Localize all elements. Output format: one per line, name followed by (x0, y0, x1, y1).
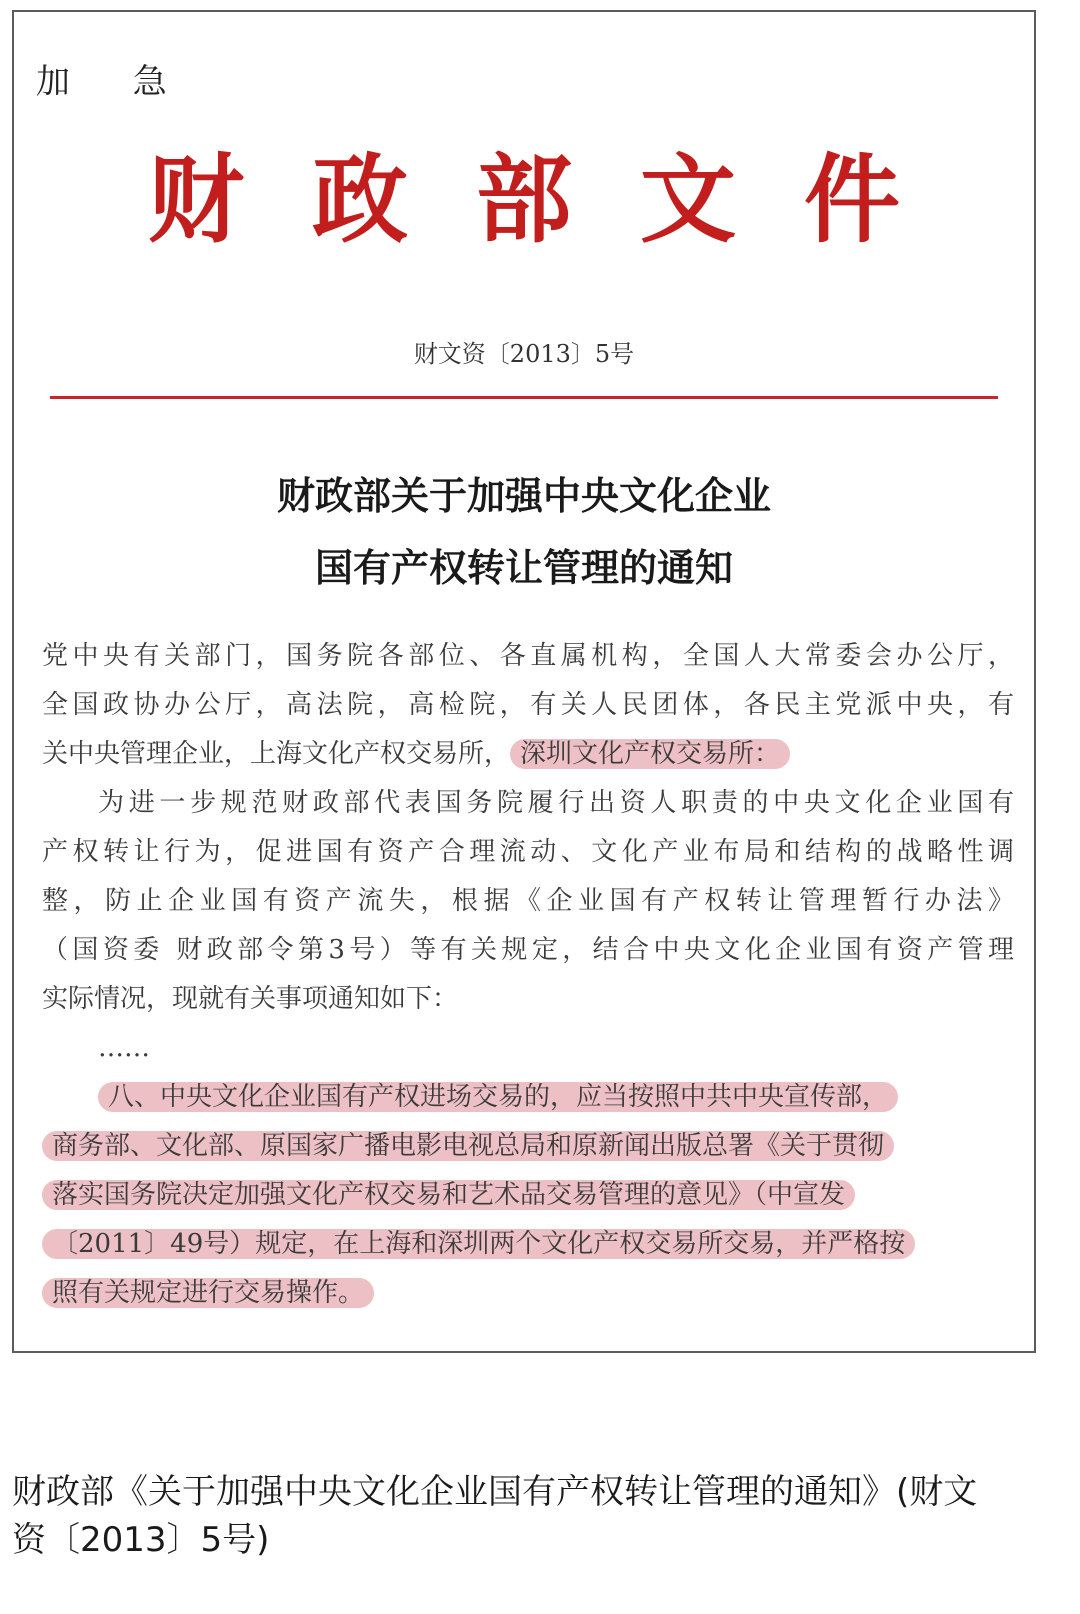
document-number: 财文资〔2013〕5号 (413, 340, 635, 368)
item8-line-4 (42, 1220, 1014, 1269)
recipients-line-1: 党中央有关部门，国务院各部位、各直属机构，全国人大常委会办公厅， (42, 641, 1014, 671)
title-line-1: 财政部关于加强中央文化企业 (276, 473, 771, 518)
intro-line-5: 实际情况，现就有关事项通知如下： (42, 984, 459, 1014)
item8-line-5 (42, 1269, 1014, 1318)
image-caption (12, 1468, 1072, 1564)
item8-line-1 (42, 1073, 1014, 1122)
intro-line-1: 为进一步规范财政部代表国务院履行出资人职责的中央文化企业国有 (98, 788, 1014, 818)
ellipsis: …… (98, 1033, 150, 1063)
recipients-line-2: 全国政协办公厅，高法院，高检院，有关人民团体，各民主党派中央，有 (42, 690, 1014, 720)
intro-line-3: 整，防止企业国有资产流失，根据《企业国有产权转让管理暂行办法》 (42, 886, 1014, 916)
highlighted-recipient: 深圳文化产权交易所： (510, 739, 790, 769)
recipients-line-3-text: 关中央管理企业，上海文化产权交易所， (42, 739, 511, 769)
caption-line-2: 资〔2013〕5号) (12, 1520, 270, 1560)
highlighted-text: 落实国务院决定加强文化产权交易和艺术品交易管理的意见》（中宣发 (42, 1180, 855, 1210)
title-line-2: 国有产权转让管理的通知 (314, 545, 733, 590)
recipients-line-3 (42, 730, 1014, 779)
intro-line-2: 产权转让行为，促进国有资产合理流动、文化产业布局和结构的战略性调 (42, 837, 1014, 867)
highlighted-text: 〔2011〕49号）规定，在上海和深圳两个文化产权交易所交易，并严格按 (42, 1229, 915, 1259)
highlighted-text: 商务部、文化部、原国家广播电影电视总局和原新闻出版总署《关于贯彻 (42, 1131, 894, 1161)
red-divider (50, 396, 998, 399)
urgency-mark: 加 急 (36, 62, 193, 102)
caption-line-1: 财政部《关于加强中央文化企业国有产权转让管理的通知》(财文 (12, 1472, 978, 1512)
document-title (14, 460, 1034, 604)
intro-line-4: （国资委 财政部令第3号）等有关规定，结合中央文化企业国有资产管理 (42, 935, 1014, 965)
item8-line-2 (42, 1122, 1014, 1171)
document-body (42, 632, 1014, 1318)
item8-line-3 (42, 1171, 1014, 1220)
highlighted-text: 照有关规定进行交易操作。 (42, 1278, 374, 1308)
document-header: 财政部文件 (148, 143, 968, 256)
document-image (12, 10, 1036, 1353)
highlighted-text: 八、中央文化企业国有产权进场交易的，应当按照中共中央宣传部， (98, 1082, 898, 1112)
